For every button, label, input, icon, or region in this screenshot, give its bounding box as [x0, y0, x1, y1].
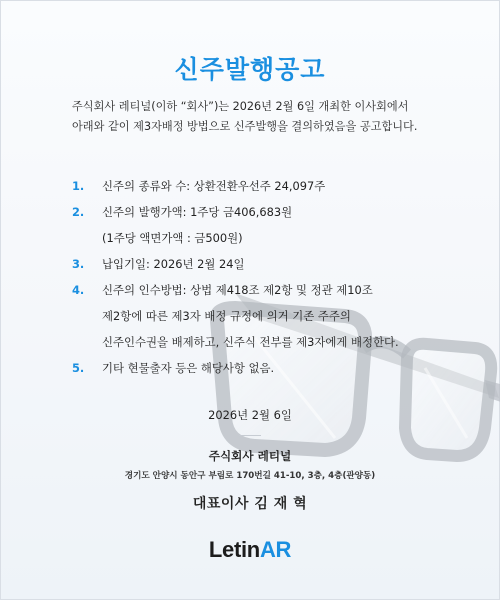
notice-item-4	[72, 277, 472, 355]
notice-date: 2026년 2월 6일	[208, 408, 292, 422]
item-number: 5.	[72, 361, 85, 375]
notice-item-2	[72, 199, 472, 251]
item-text: 신주인수권을 배제하고, 신주식 전부를 제3자에게 배정한다.	[102, 335, 399, 349]
item-text: (1주당 액면가액 : 금500원)	[102, 231, 243, 245]
divider	[239, 435, 261, 436]
ceo-name: 대표이사 김 재 혁	[192, 496, 308, 512]
company-name: 주식회사 레티널	[208, 449, 292, 463]
item-text: 신주의 발행가액: 1주당 금406,683원	[102, 205, 293, 219]
item-text: 기타 현물출자 등은 해당사항 없음.	[102, 361, 275, 375]
item-text: 신주의 종류와 수: 상환전환우선주 24,097주	[102, 179, 326, 193]
item-text: 신주의 인수방법: 상법 제418조 제2항 및 정관 제10조	[102, 283, 373, 297]
item-text: 납입기일: 2026년 2월 24일	[102, 257, 245, 271]
logo-text-letin: Letin	[208, 537, 260, 562]
intro-paragraph	[72, 97, 472, 137]
item-number: 1.	[72, 179, 85, 193]
item-number: 3.	[72, 257, 85, 271]
item-number: 4.	[72, 283, 85, 297]
notice-items	[72, 173, 472, 381]
notice-item-5	[72, 355, 472, 381]
company-address: 경기도 안양시 동안구 부림로 170번길 41-10, 3층, 4층(관양동)	[124, 471, 376, 481]
intro-line: 아래와 같이 제3자배정 방법으로 신주발행을 결의하였음을 공고합니다.	[72, 120, 418, 133]
item-text: 제2항에 따른 제3자 배정 규정에 의거 기존 주주의	[102, 309, 351, 323]
notice-item-1	[72, 173, 472, 199]
logo-text-ar: AR	[259, 537, 292, 562]
item-number: 2.	[72, 205, 85, 219]
intro-line: 주식회사 레티널(이하 “회사”)는 2026년 2월 6일 개최한 이사회에서	[72, 100, 409, 113]
notice-item-3	[72, 251, 472, 277]
page-title: 신주발행공고	[174, 55, 326, 84]
letinar-logo	[0, 537, 500, 563]
